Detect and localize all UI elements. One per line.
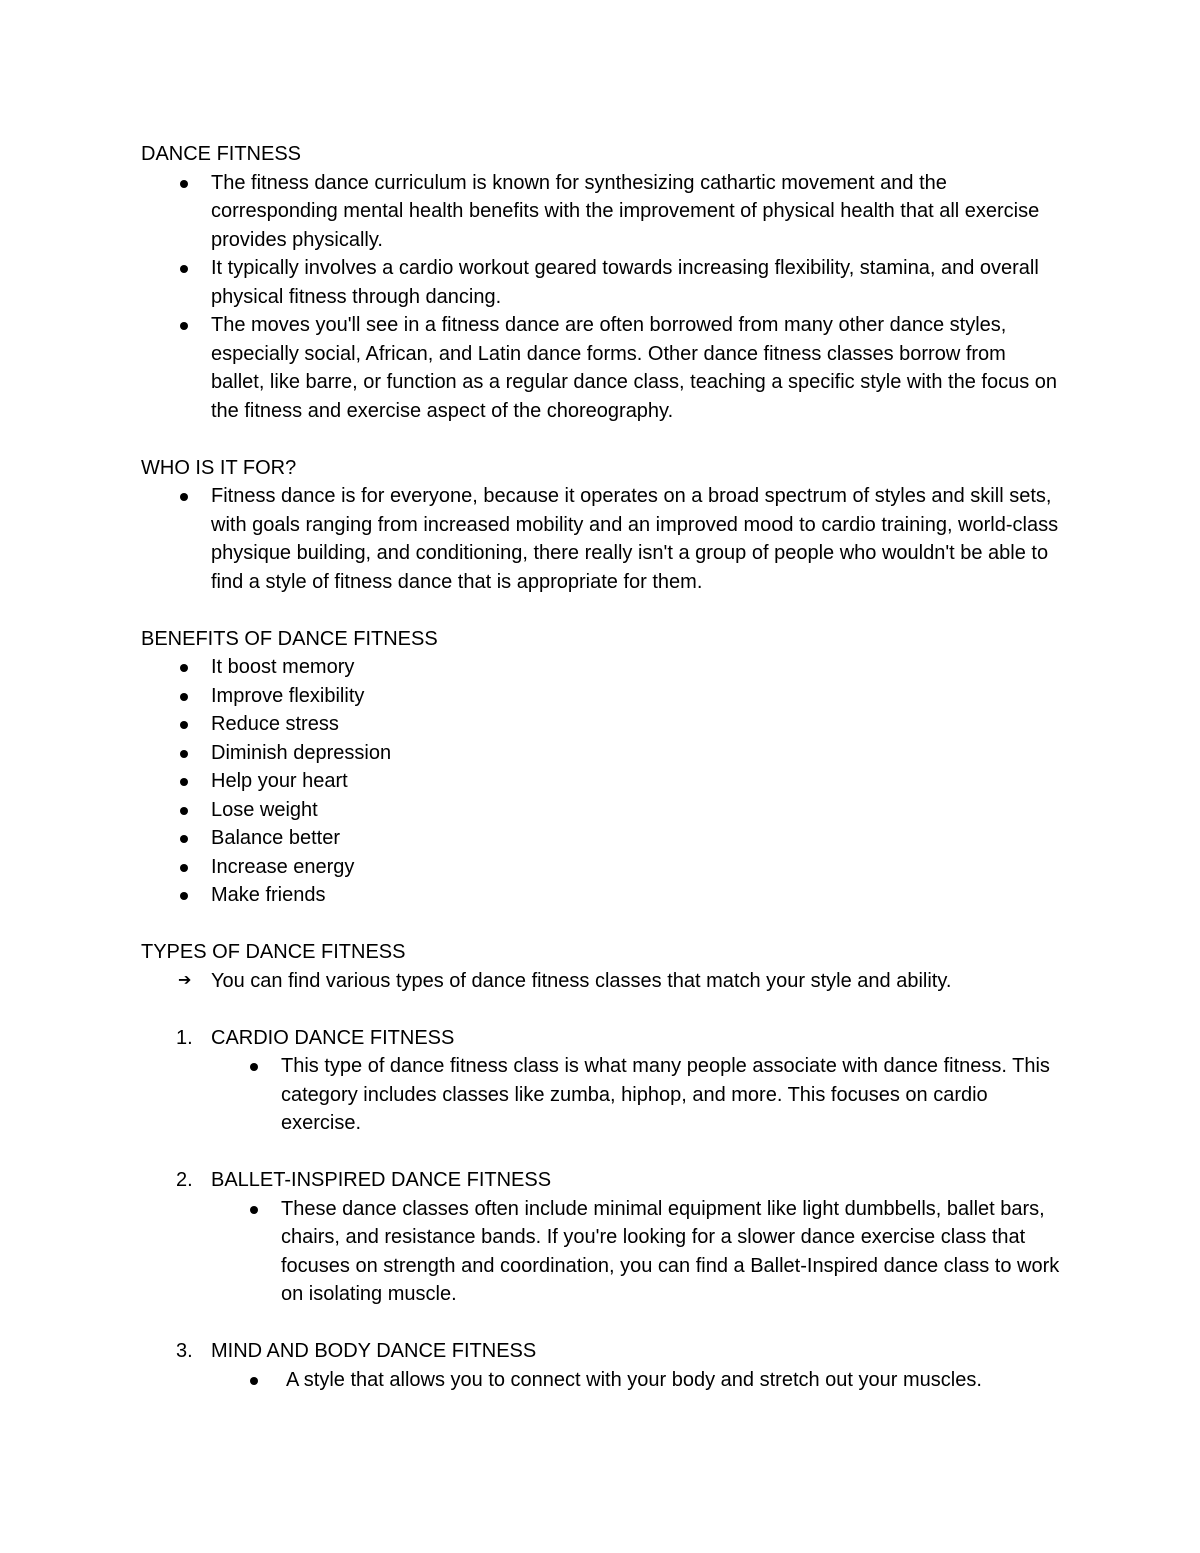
arrow-right-icon: ➔ xyxy=(178,971,192,989)
list-item-text: Improve flexibility xyxy=(211,684,365,707)
list-item xyxy=(141,254,1061,311)
list-item-text: It typically involves a cardio workout geared towards increasing flexibility, stamina, and overall physical fitness through dancing. xyxy=(211,257,1039,308)
spacer xyxy=(141,995,1061,1024)
bullet-icon xyxy=(180,693,188,701)
list-item-text: These dance classes often include minimal equipment like light dumbbells, ballet bars, chairs, and resistance bands. If you're looking for a slower dance exercise class that focuses on strength and coordination, you can find a Ballet-Inspired dance class to work on isolating muscle. xyxy=(281,1197,1060,1305)
spacer xyxy=(141,1309,1061,1338)
spacer xyxy=(141,425,1061,454)
list-item xyxy=(141,824,1061,853)
list-item-text: Increase energy xyxy=(211,855,355,878)
list-item-text: The moves you'll see in a fitness dance are often borrowed from many other dance styles, especially social, African, and Latin dance forms. Other dance fitness classes borrow from ballet, like barre, or function as a regular dance class, teaching a specific style with the focus on the fitness and exercise aspect of the choreography. xyxy=(211,314,1058,422)
bullet-icon xyxy=(250,1063,258,1071)
bullet-icon xyxy=(180,493,188,501)
heading-benefits: BENEFITS OF DANCE FITNESS xyxy=(141,627,438,650)
who-list xyxy=(141,482,1061,596)
list-item xyxy=(141,853,1061,882)
types-numbered-list xyxy=(141,1024,1061,1138)
item-title: CARDIO DANCE FITNESS xyxy=(211,1026,455,1049)
list-item-text: Balance better xyxy=(211,827,340,849)
list-item xyxy=(141,881,1061,910)
list-item-text: Reduce stress xyxy=(211,713,339,735)
types-intro-list xyxy=(141,967,1061,996)
sub-list xyxy=(211,1052,1061,1138)
bullet-icon xyxy=(180,750,188,758)
list-item xyxy=(141,169,1061,255)
document-body xyxy=(141,140,1061,1394)
list-item-text: Diminish depression xyxy=(211,741,392,764)
dance-fitness-list xyxy=(141,169,1061,426)
item-title: MIND AND BODY DANCE FITNESS xyxy=(211,1340,537,1362)
bullet-icon xyxy=(180,807,188,815)
list-item-text: Make friends xyxy=(211,884,326,906)
list-item xyxy=(141,967,1061,996)
bullet-icon xyxy=(180,664,188,672)
item-number: 3. xyxy=(176,1340,193,1362)
item-number: 2. xyxy=(176,1169,193,1191)
bullet-icon xyxy=(180,835,188,843)
heading-types: TYPES OF DANCE FITNESS xyxy=(141,941,406,963)
spacer xyxy=(141,596,1061,625)
heading-who-is-it-for: WHO IS IT FOR? xyxy=(141,456,297,479)
list-item xyxy=(141,767,1061,796)
list-item-text: Lose weight xyxy=(211,798,318,821)
bullet-icon xyxy=(180,180,188,188)
list-item xyxy=(141,796,1061,825)
list-item-text: Help your heart xyxy=(211,770,348,792)
numbered-item xyxy=(141,1024,1061,1138)
bullet-icon xyxy=(180,721,188,729)
list-item xyxy=(141,653,1061,682)
bullet-icon xyxy=(180,265,188,273)
bullet-icon xyxy=(180,892,188,900)
bullet-icon xyxy=(180,778,188,786)
numbered-item xyxy=(141,1337,1061,1394)
bullet-icon xyxy=(180,322,188,330)
list-item-text: It boost memory xyxy=(211,656,355,678)
types-intro-text: You can find various types of dance fitness classes that match your style and ability. xyxy=(211,969,952,992)
sub-list xyxy=(211,1195,1061,1309)
item-number: 1. xyxy=(176,1026,193,1049)
list-item xyxy=(211,1366,1061,1395)
list-item xyxy=(141,710,1061,739)
bullet-icon xyxy=(250,1377,258,1385)
spacer xyxy=(141,910,1061,939)
types-numbered-list xyxy=(141,1337,1061,1394)
benefits-list xyxy=(141,653,1061,910)
spacer xyxy=(141,1138,1061,1167)
list-item xyxy=(141,739,1061,768)
list-item-text: Fitness dance is for everyone, because it operates on a broad spectrum of styles and skill sets, with goals ranging from increased mobility and an improved mood to cardio training, world-class physique building, and conditioning, there really isn't a group of people who wouldn't be able to find a style of fitness dance that is appropriate for them. xyxy=(211,485,1059,593)
bullet-icon xyxy=(250,1206,258,1214)
list-item xyxy=(141,311,1061,425)
list-item xyxy=(141,482,1061,596)
list-item-text: The fitness dance curriculum is known for synthesizing cathartic movement and the corresponding mental health benefits with the improvement of physical health that all exercise provides physically. xyxy=(211,171,1040,251)
numbered-item xyxy=(141,1166,1061,1309)
bullet-icon xyxy=(180,864,188,872)
sub-list xyxy=(211,1366,1061,1395)
list-item xyxy=(211,1195,1061,1309)
list-item-text: This type of dance fitness class is what many people associate with dance fitness. This category includes classes like zumba, hiphop, and more. This focuses on cardio exercise. xyxy=(281,1055,1050,1134)
list-item xyxy=(211,1052,1061,1138)
heading-dance-fitness: DANCE FITNESS xyxy=(141,143,302,165)
list-item xyxy=(141,682,1061,711)
item-title: BALLET-INSPIRED DANCE FITNESS xyxy=(211,1169,552,1191)
list-item-text: A style that allows you to connect with your body and stretch out your muscles. xyxy=(286,1368,982,1391)
types-numbered-list xyxy=(141,1166,1061,1309)
